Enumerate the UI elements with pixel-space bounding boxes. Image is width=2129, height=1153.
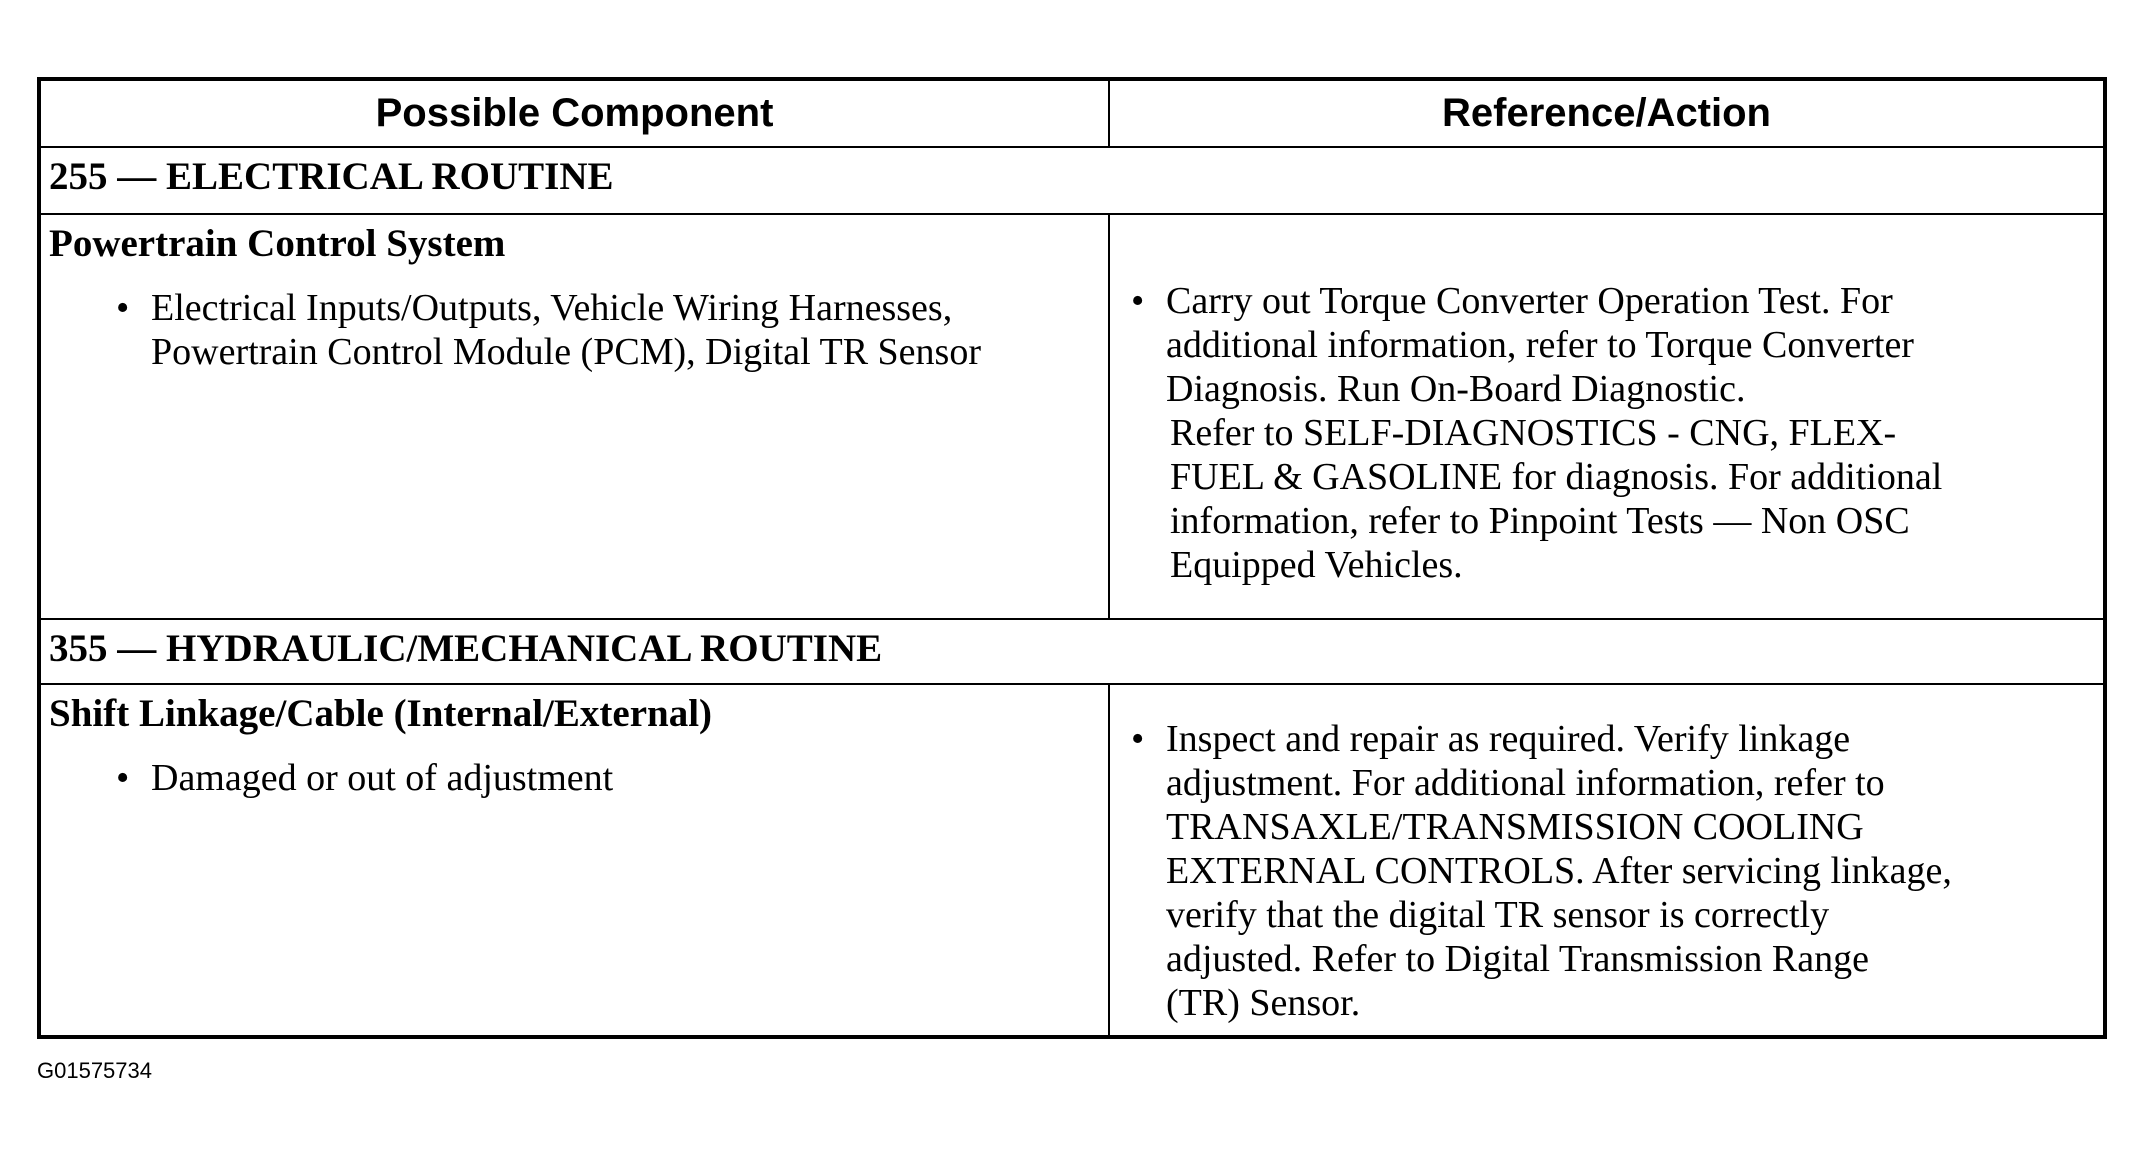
figure-id: G01575734	[37, 1058, 152, 1083]
bullet-icon: •	[1131, 718, 1145, 760]
diagnostic-table	[37, 77, 2107, 1039]
action-line: verify that the digital TR sensor is correctly	[1166, 894, 1830, 936]
divider-section-1	[41, 213, 2103, 215]
component-bullet-shift-linkage	[116, 756, 613, 800]
action-line: Diagnosis. Run On-Board Diagnostic.	[1166, 368, 1746, 410]
action-line: adjusted. Refer to Digital Transmission Range	[1166, 938, 1869, 980]
action-line: (TR) Sensor.	[1166, 982, 1361, 1024]
component-title-shift-linkage: Shift Linkage/Cable (Internal/External)	[49, 692, 713, 735]
column-divider-section-2	[1108, 683, 1110, 1039]
divider-section-2	[41, 683, 2103, 685]
section-title-hydraulic: 355 — HYDRAULIC/MECHANICAL ROUTINE	[49, 627, 883, 670]
action-line: adjustment. For additional information, refer to	[1166, 762, 1885, 804]
bullet-icon: •	[116, 757, 130, 799]
component-line: Powertrain Control Module (PCM), Digital TR Sensor	[151, 331, 981, 373]
divider-section-1-end	[41, 618, 2103, 620]
component-line: Damaged or out of adjustment	[151, 757, 614, 799]
bullet-icon: •	[116, 287, 130, 329]
header-possible-component: Possible Component	[375, 91, 774, 135]
column-divider-header	[1108, 81, 1110, 146]
bullet-icon: •	[1131, 280, 1145, 322]
action-line: additional information, refer to Torque Converter	[1166, 324, 1914, 366]
action-bullet-shift-linkage	[1131, 717, 1952, 1025]
header-reference-action: Reference/Action	[1442, 91, 1771, 135]
action-line: Equipped Vehicles.	[1170, 544, 1463, 586]
action-line: Inspect and repair as required. Verify linkage	[1166, 718, 1851, 760]
component-bullet-powertrain	[116, 286, 981, 374]
action-line: Refer to SELF-DIAGNOSTICS - CNG, FLEX-	[1170, 412, 1897, 454]
component-title-powertrain: Powertrain Control System	[49, 222, 506, 265]
action-bullet-powertrain	[1131, 279, 1942, 587]
column-divider-section-1	[1108, 213, 1110, 620]
action-line: information, refer to Pinpoint Tests — Non OSC	[1170, 500, 1910, 542]
action-line: TRANSAXLE/TRANSMISSION COOLING	[1166, 806, 1864, 848]
action-line: Carry out Torque Converter Operation Test. For	[1166, 280, 1893, 322]
component-line: Electrical Inputs/Outputs, Vehicle Wiring Harnesses,	[151, 287, 953, 329]
section-title-electrical: 255 — ELECTRICAL ROUTINE	[49, 155, 614, 198]
action-line: EXTERNAL CONTROLS. After servicing linkage,	[1166, 850, 1952, 892]
divider-header	[41, 146, 2103, 148]
action-line: FUEL & GASOLINE for diagnosis. For additional	[1170, 456, 1943, 498]
